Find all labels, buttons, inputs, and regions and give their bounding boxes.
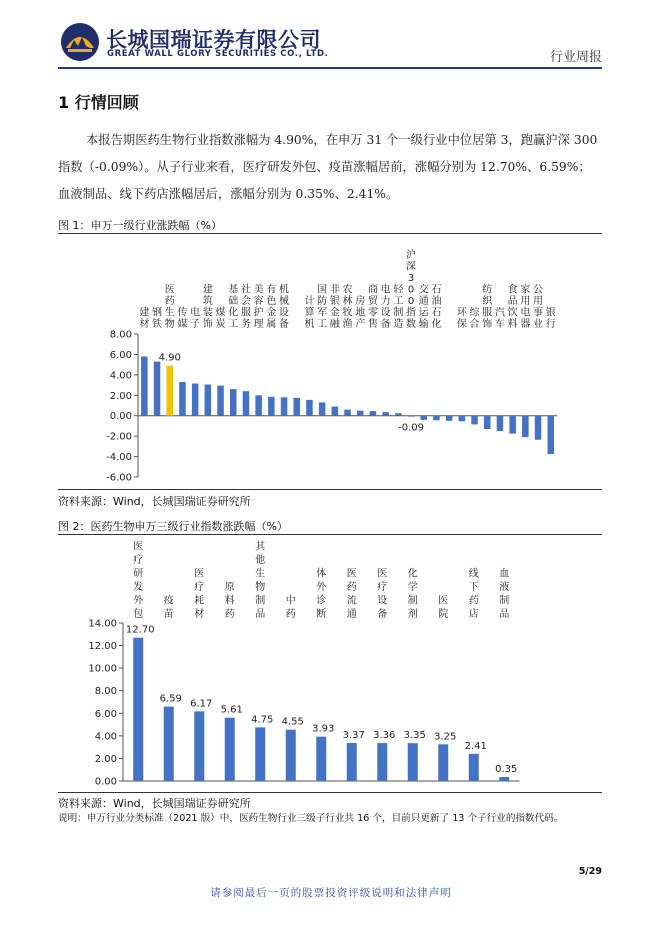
- category-label: 备: [380, 319, 391, 330]
- category-label: 制: [393, 307, 404, 319]
- report-type-label: 行业周报: [549, 50, 602, 65]
- data-label: 3.25: [434, 731, 457, 743]
- category-label: 通: [346, 609, 357, 620]
- category-label: 车: [494, 319, 505, 330]
- bar: [316, 737, 326, 781]
- company-logo: [60, 22, 100, 62]
- category-label: 运: [418, 307, 429, 319]
- category-label: 工: [393, 296, 404, 307]
- y-tick-label: 6.00: [94, 708, 117, 720]
- category-label: 家: [520, 284, 531, 296]
- figure1-bottom-rule: [58, 489, 602, 490]
- bar: [377, 743, 387, 781]
- category-label: 生: [164, 307, 175, 319]
- data-label: 12.70: [125, 624, 155, 636]
- category-label: 医: [346, 568, 357, 580]
- category-label: 非: [329, 284, 340, 296]
- bar: [395, 413, 402, 416]
- bar: [255, 395, 262, 415]
- category-label: 农: [342, 284, 353, 296]
- category-label: 器: [520, 319, 531, 330]
- data-label: 0.35: [495, 764, 518, 776]
- category-label: 他: [255, 555, 266, 566]
- footer-disclaimer: 请参阅最后一页的股票投资评级说明和法律声明: [210, 887, 452, 899]
- category-label: 金: [266, 307, 277, 319]
- category-label: 品: [255, 609, 266, 620]
- category-label: 医: [438, 595, 449, 607]
- category-label: 油: [431, 296, 442, 307]
- category-label: 包: [133, 609, 144, 620]
- category-label: 础: [228, 296, 239, 307]
- category-label: 铁: [152, 319, 163, 330]
- category-label: 械: [279, 296, 290, 307]
- bar: [268, 397, 275, 416]
- bar: [281, 397, 288, 415]
- category-label: 子: [190, 319, 201, 330]
- category-label: 化: [407, 568, 418, 580]
- bar: [205, 385, 212, 416]
- bar: [243, 391, 250, 416]
- category-label: 银: [545, 307, 556, 319]
- category-label: 3: [407, 273, 415, 284]
- y-tick-label: 2.00: [94, 753, 117, 765]
- category-label: 材: [194, 609, 205, 620]
- bar: [382, 412, 389, 416]
- category-label: 零: [367, 307, 378, 319]
- page-number: 5/29: [578, 866, 602, 877]
- brand-name-cn: 长城国瑞证券有限公司: [106, 28, 321, 52]
- category-label: 理: [253, 319, 264, 330]
- category-label: 护: [253, 307, 264, 319]
- category-label: 织: [482, 296, 493, 307]
- bar: [306, 400, 313, 416]
- bar: [357, 411, 364, 416]
- category-label: 工: [228, 319, 239, 330]
- category-label: 液: [499, 582, 510, 593]
- category-label: 商: [367, 284, 378, 296]
- category-label: 食: [507, 284, 518, 296]
- bar: [133, 638, 143, 781]
- category-label: 生: [255, 568, 266, 580]
- data-label: 3.93: [312, 723, 335, 735]
- category-label: 建: [202, 284, 213, 296]
- bar: [192, 384, 199, 416]
- category-label: 饮: [507, 307, 518, 319]
- category-label: 电: [190, 307, 201, 319]
- category-label: 药: [468, 595, 479, 607]
- category-label: 产: [355, 319, 366, 330]
- y-tick-label: 8.00: [109, 329, 132, 341]
- category-label: 耗: [194, 595, 205, 607]
- y-tick-label: 10.00: [88, 663, 117, 675]
- category-label: 医: [194, 568, 205, 580]
- category-label: 军: [317, 307, 328, 319]
- footnote: 说明：申万行业分类标准（2021 版）中，医药生物行业三级子行业共 16 个，目前只更新了 13 个子行业的指数代码。: [58, 813, 564, 824]
- category-label: 售: [367, 319, 378, 330]
- category-label: 原: [224, 582, 235, 593]
- category-label: 轻: [393, 284, 404, 296]
- category-label: 力: [380, 296, 391, 307]
- category-label: 石: [431, 307, 442, 319]
- bar: [255, 727, 265, 781]
- bar: [230, 389, 237, 416]
- category-label: 牧: [342, 307, 353, 319]
- bar: [370, 411, 377, 416]
- y-tick-label: 8.00: [94, 686, 117, 698]
- figure1-source: 资料来源：Wind，长城国瑞证券研究所: [58, 495, 251, 508]
- category-label: 医: [377, 568, 388, 580]
- category-label: 制: [255, 595, 266, 607]
- data-label: 5.61: [220, 704, 243, 716]
- bar: [141, 356, 148, 415]
- bar: [286, 730, 296, 781]
- category-label: 建: [139, 307, 150, 319]
- category-label: 煤: [215, 307, 226, 319]
- y-tick-label: -6.00: [106, 472, 132, 484]
- category-label: 品: [499, 609, 510, 620]
- bar: [484, 416, 491, 429]
- category-label: 下: [468, 582, 479, 593]
- bar: [217, 386, 224, 416]
- header-divider: [58, 67, 602, 69]
- category-label: 合: [469, 319, 480, 330]
- category-label: 数: [406, 319, 417, 330]
- bar: [179, 382, 186, 416]
- category-label: 诊: [316, 595, 327, 607]
- bar: [154, 362, 161, 416]
- category-label: 研: [133, 568, 144, 580]
- category-label: 药: [346, 582, 357, 593]
- category-label: 流: [346, 595, 357, 607]
- category-label: 机: [279, 284, 290, 296]
- data-label: 4.90: [158, 352, 181, 364]
- figure2-title: 图 2：医药生物申万三级行业指数涨跌幅（%）: [58, 520, 288, 533]
- category-label: 店: [468, 609, 479, 620]
- category-label: 深: [406, 261, 417, 273]
- category-label: 融: [329, 319, 340, 330]
- category-label: 务: [240, 319, 251, 330]
- data-label: 6.17: [190, 698, 213, 710]
- bar: [164, 707, 174, 781]
- category-label: 材: [139, 319, 150, 330]
- category-label: 钢: [152, 307, 163, 319]
- category-label: 物: [164, 319, 175, 330]
- paragraph-line: 指数（-0.09%）。从子行业来看，医疗研发外包、疫苗涨幅居前，涨幅分别为 12.70%、6.59%；: [58, 160, 591, 174]
- bar: [438, 744, 448, 781]
- bar: [319, 402, 326, 415]
- category-label: 制: [499, 595, 510, 607]
- category-label: 疫: [163, 595, 174, 607]
- category-label: 制: [407, 595, 418, 607]
- bar: [194, 711, 204, 781]
- data-label: 3.37: [342, 729, 365, 741]
- category-label: 其: [255, 541, 266, 553]
- bar: [421, 416, 428, 420]
- bar: [347, 743, 357, 781]
- figure2-source: 资料来源：Wind，长城国瑞证券研究所: [58, 797, 251, 810]
- category-label: 断: [316, 609, 327, 620]
- category-label: 筑: [202, 296, 213, 307]
- category-label: 药: [164, 296, 175, 307]
- category-label: 算: [304, 307, 315, 319]
- category-label: 综: [469, 307, 480, 319]
- y-tick-label: -2.00: [106, 431, 132, 443]
- bar: [497, 416, 504, 431]
- chart-industry-returns: [58, 234, 602, 488]
- category-label: 房: [355, 296, 366, 307]
- category-label: 纺: [482, 284, 493, 296]
- category-label: 饰: [202, 319, 213, 330]
- data-label: 6.59: [159, 693, 182, 705]
- category-label: 医: [133, 541, 144, 553]
- category-label: 装: [202, 307, 213, 319]
- category-label: 学: [407, 582, 418, 593]
- category-label: 设: [377, 595, 388, 607]
- category-label: 美: [253, 284, 264, 296]
- data-label: 3.35: [403, 730, 426, 742]
- category-label: 体: [316, 568, 327, 580]
- category-label: 电: [520, 307, 531, 319]
- category-label: 炭: [215, 319, 226, 330]
- category-label: 属: [266, 319, 277, 330]
- category-label: 用: [533, 296, 544, 307]
- y-tick-label: 6.00: [109, 349, 132, 361]
- bar: [332, 407, 339, 416]
- category-label: 血: [499, 568, 510, 580]
- category-label: 发: [133, 582, 144, 593]
- category-label: 防: [317, 296, 328, 307]
- category-label: 料: [507, 319, 518, 330]
- bar: [408, 416, 415, 417]
- chart-subindustry-returns: [58, 535, 602, 791]
- figure2-bottom-rule: [58, 792, 602, 793]
- category-label: 疗: [133, 555, 144, 566]
- data-label: 2.41: [464, 740, 487, 752]
- category-label: 石: [431, 284, 442, 296]
- category-label: 环: [456, 307, 467, 319]
- category-label: 剂: [407, 609, 418, 620]
- category-label: 交: [418, 284, 429, 296]
- category-label: 媒: [177, 319, 188, 330]
- category-label: 计: [304, 296, 315, 307]
- category-label: 料: [224, 595, 235, 607]
- category-label: 行: [545, 319, 556, 330]
- category-label: 社: [240, 284, 251, 296]
- category-label: 业: [533, 319, 544, 330]
- bar: [499, 777, 509, 781]
- bar: [433, 416, 440, 421]
- category-label: 渔: [342, 319, 353, 330]
- category-label: 备: [377, 609, 388, 620]
- category-label: 物: [255, 582, 266, 593]
- category-label: 传: [177, 307, 188, 319]
- category-label: 设: [380, 307, 391, 319]
- paragraph-line: 血液制品、线下药店涨幅居后，涨幅分别为 0.35%、2.41%。: [58, 187, 399, 201]
- category-label: 医: [164, 284, 175, 296]
- category-label: 汽: [494, 307, 505, 319]
- category-label: 色: [266, 296, 277, 307]
- y-tick-label: 14.00: [88, 618, 117, 630]
- category-label: 容: [253, 296, 264, 307]
- category-label: 指: [406, 307, 417, 319]
- bar: [344, 410, 351, 416]
- bar: [469, 754, 479, 781]
- category-label: 线: [468, 568, 479, 580]
- category-label: 疗: [377, 582, 388, 593]
- category-label: 贸: [367, 296, 378, 307]
- category-label: 服: [240, 307, 251, 319]
- y-tick-label: -4.00: [106, 452, 132, 464]
- category-label: 备: [279, 319, 290, 330]
- bar: [225, 718, 235, 781]
- category-label: 工: [317, 319, 328, 330]
- category-label: 苗: [163, 609, 174, 620]
- bar: [446, 416, 453, 421]
- bar: [471, 416, 478, 425]
- category-label: 通: [418, 296, 429, 307]
- category-label: 会: [240, 296, 251, 307]
- category-label: 用: [520, 296, 531, 307]
- category-label: 饰: [482, 319, 493, 330]
- category-label: 外: [133, 595, 144, 607]
- category-label: 沪: [406, 250, 417, 261]
- category-label: 0: [407, 296, 415, 307]
- category-label: 地: [355, 307, 366, 319]
- bar: [167, 366, 174, 416]
- paragraph-line: 本报告期医药生物行业指数涨幅为 4.90%，在申万 31 个一级行业中位居第 3，跑赢沪深 300: [86, 133, 598, 147]
- category-label: 事: [533, 307, 544, 319]
- brand-name-en: GREAT WALL GLORY SECURITIES CO., LTD.: [107, 49, 329, 59]
- category-label: 基: [228, 284, 239, 296]
- category-label: 造: [393, 319, 404, 330]
- bar: [535, 416, 542, 440]
- data-label: 4.75: [251, 714, 274, 726]
- bar: [459, 416, 466, 422]
- category-label: 品: [507, 296, 518, 307]
- category-label: 银: [329, 296, 340, 307]
- category-label: 设: [279, 307, 290, 319]
- y-tick-label: 4.00: [94, 731, 117, 743]
- category-label: 化: [431, 319, 442, 330]
- category-label: 药: [285, 609, 296, 620]
- bar: [548, 416, 555, 454]
- y-tick-label: 0.00: [109, 411, 132, 423]
- bar: [509, 416, 516, 434]
- category-label: 服: [482, 307, 493, 319]
- category-label: 0: [407, 284, 415, 296]
- category-label: 保: [456, 319, 467, 330]
- section-title: 1 行情回顾: [58, 93, 139, 112]
- data-label: 4.55: [281, 716, 304, 728]
- category-label: 有: [266, 284, 277, 296]
- data-label: 3.36: [373, 730, 396, 742]
- category-label: 机: [304, 319, 315, 330]
- category-label: 金: [329, 307, 340, 319]
- y-tick-label: 2.00: [109, 390, 132, 402]
- category-label: 外: [316, 582, 327, 593]
- category-label: 输: [418, 319, 429, 330]
- y-tick-label: 0.00: [94, 776, 117, 788]
- category-label: 疗: [194, 582, 205, 593]
- category-label: 公: [533, 284, 544, 296]
- category-label: 药: [224, 609, 235, 620]
- bar: [294, 398, 301, 416]
- bar: [522, 416, 529, 437]
- category-label: 林: [342, 296, 353, 307]
- bar: [408, 743, 418, 781]
- y-tick-label: 4.00: [109, 370, 132, 382]
- category-label: 中: [285, 595, 296, 607]
- category-label: 化: [228, 307, 239, 319]
- figure1-title: 图 1：申万一级行业涨跌幅（%）: [58, 219, 222, 232]
- category-label: 国: [317, 284, 328, 296]
- category-label: 院: [438, 609, 449, 620]
- data-label: -0.09: [398, 422, 424, 434]
- y-tick-label: 12.00: [88, 641, 117, 653]
- category-label: 电: [380, 284, 391, 296]
